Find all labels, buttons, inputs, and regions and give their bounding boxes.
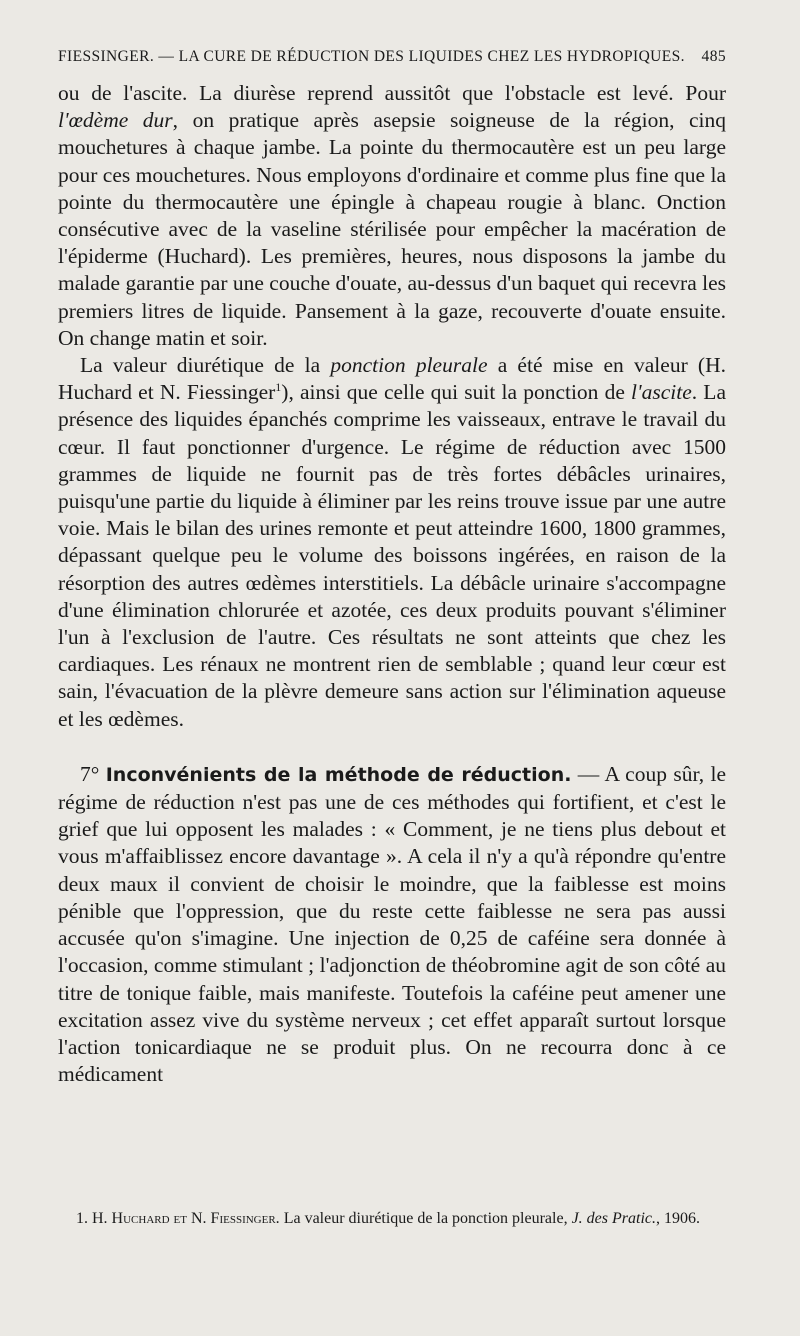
section-spacer: [58, 733, 726, 761]
running-title: FIESSINGER. — LA CURE DE RÉDUCTION DES LIQUIDES CHEZ LES HYDROPIQUES.: [58, 48, 685, 65]
footnote-ref: 1: [275, 380, 282, 395]
footnote-year: , 1906.: [656, 1210, 700, 1227]
footnote-number: 1.: [76, 1210, 88, 1227]
running-header: [58, 48, 726, 66]
footnote-journal: J. des Pratic.: [571, 1210, 656, 1227]
footnote-text: La valeur diurétique de la ponction pleurale,: [279, 1210, 572, 1227]
paragraph-mouchetures: [58, 80, 726, 352]
p2-em-ponction: ponction pleurale: [330, 353, 488, 378]
section-7-text: — A coup sûr, le régime de réduction n'est pas une de ces méthodes qui fortifient, et c'est le grief que lui opposent les malades : « Comment, je ne tiens plus debout et vous m'affaiblissez encore davantage ». A cela il n'y a qu'à répondre qu'entre deux maux il convient de choisir le moindre, que la faiblesse est moins pénible que l'oppression, que du reste cette faiblesse ne sera pas aussi accusée qu'on s'imagine. Une injection de 0,25 de caféine sera donnée à l'occasion, comme stimulant ; l'adjonction de théobromine agit de son côté au titre de tonique faible, mais manifeste. Toutefois la caféine peut amener une excitation assez vive du système nerveux ; cet effet apparaît surtout lorsque l'action tonicardiaque ne se produit plus. On ne recourra donc à ce médicament: [58, 761, 726, 1087]
footnote-authors: H. Huchard et N. Fiessinger.: [92, 1210, 280, 1227]
section-7-paragraph: [58, 761, 726, 1088]
p2-text-b: a été mise en valeur (H. Huchard et N. Fiessinger: [58, 353, 726, 405]
paragraph-ponction-pleurale: [58, 352, 726, 733]
p2-text-a: La valeur diurétique de la: [80, 353, 331, 378]
section-number: 7°: [80, 761, 100, 786]
p1-em-oedeme-dur: l'œdème dur: [58, 108, 173, 133]
page-number: 485: [701, 48, 726, 65]
p1-text-a: ou de l'ascite. La diurèse reprend aussitôt que l'obstacle est levé. Pour: [58, 81, 726, 105]
footnote: [58, 1208, 726, 1230]
p2-em-ascite: l'ascite: [631, 380, 692, 405]
p2-text-c: ), ainsi que celle qui suit la ponction de: [281, 380, 632, 405]
p1-text-b: , on pratique après asepsie soigneuse de la région, cinq mouchetures à chaque jambe. La pointe du thermocautère est un peu large pour ces mouchetures. Nous employons d'ordinaire et comme plus fine que la pointe du thermocautère une épingle à chapeau rougie à blanc. Onction consécutive avec de la vaseline stérilisée pour empêcher la macération de l'épiderme (Huchard). Les premières, heures, nous disposons la jambe du malade garantie par une couche d'ouate, au-dessus d'un baquet qui recevra les premiers litres de liquide. Pansement à la gaze, recouverte d'ouate ensuite. On change matin et soir.: [58, 108, 726, 350]
p2-text-d: . La présence des liquides épanchés comprime les vaisseaux, entrave le travail du cœur. Il faut ponctionner d'urgence. Le régime de réduction avec 1500 grammes de liquide ne fournit pas de très fortes débâcles urinaires, puisqu'une partie du liquide à éliminer par les reins trouve issue par une autre voie. Mais le bilan des urines remonte et peut atteindre 1600, 1800 grammes, dépassant quelque peu le volume des boissons ingérées, en raison de la résorption des autres œdèmes interstitiels. La débâcle urinaire s'accompagne d'une élimination chlorurée et azotée, ces deux produits pouvant s'éliminer l'un à l'exclusion de l'autre. Ces résultats ne sont atteints que chez les cardiaques. Les rénaux ne montrent rien de semblable ; quand leur cœur est sain, l'évacuation de la plèvre demeure sans action sur l'élimination aqueuse et les œdèmes.: [58, 380, 726, 731]
page-body: [58, 80, 726, 1088]
section-title: Inconvénients de la méthode de réduction.: [105, 763, 572, 786]
